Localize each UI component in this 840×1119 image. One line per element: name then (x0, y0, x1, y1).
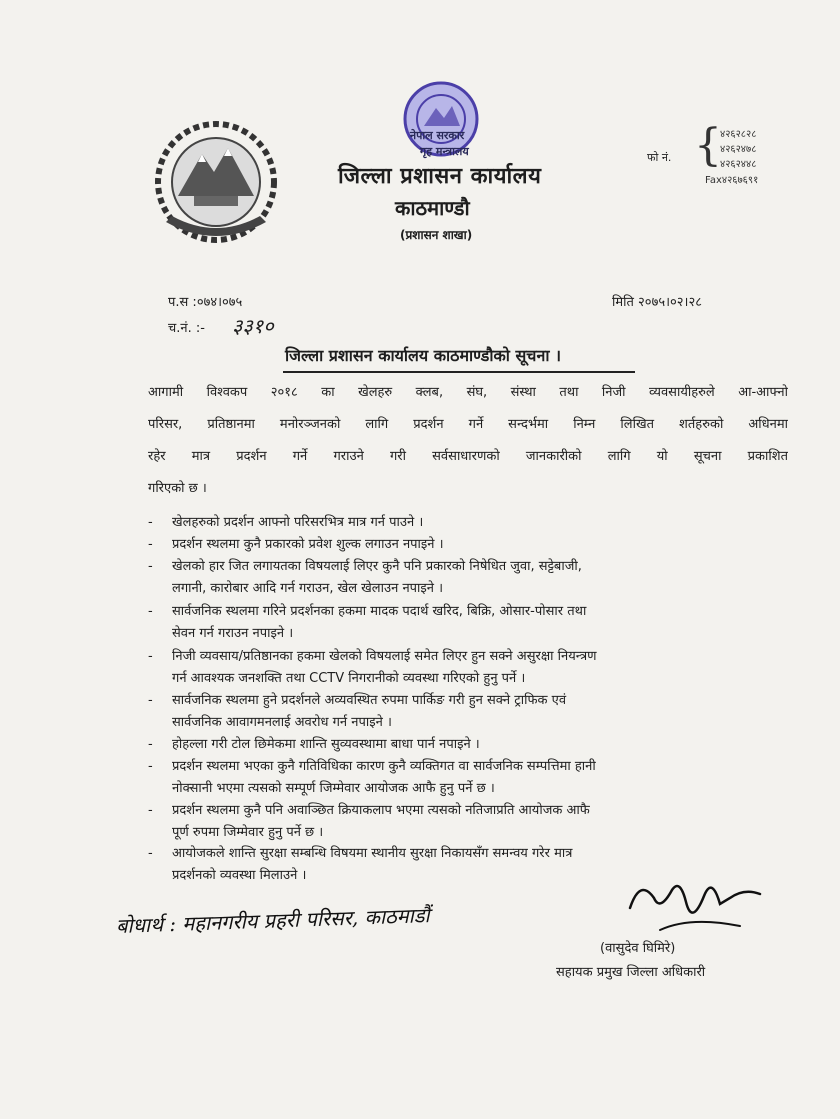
office-branch: (प्रशासन शाखा) (400, 228, 473, 242)
signer-name: (वासुदेव घिमिरे) (600, 941, 676, 956)
condition-item-cont: सार्वजनिक आवागमनलाई अवरोध गर्न नपाइने । (172, 715, 392, 730)
notice-date: मिति २०७५।०२।२८ (612, 295, 702, 310)
reference-ps: प.स :०७४।०७५ (168, 295, 243, 310)
reference-cn-label: च.नं. :- (168, 321, 205, 336)
condition-item: - खेलको हार जित लगायतका विषयलाई लिएर कुनै पनि प्रकारको निषेधित जुवा, सट्टेबाजी, (148, 559, 582, 574)
intro-line: आगामी विश्वकप २०१८ का खेलहरु क्लब, संघ, संस्था तथा निजी व्यवसायीहरुले आ-आफ्नो (148, 385, 788, 400)
condition-item: - प्रदर्शन स्थलमा कुनै प्रकारको प्रवेश शुल्क लगाउन नपाइने । (148, 537, 444, 552)
notice-title: जिल्ला प्रशासन कार्यालय काठमाण्डौको सूचना । (285, 346, 562, 365)
phone-number: ४२६२४४८ (720, 159, 757, 170)
condition-item: - प्रदर्शन स्थलमा कुनै पनि अवाञ्छित क्रियाकलाप भएमा त्यसको नतिजाप्रति आयोजक आफै (148, 803, 590, 818)
condition-item-cont: प्रदर्शनको व्यवस्था मिलाउने । (172, 868, 307, 883)
condition-item-cont: सेवन गर्न गराउन नपाइने । (172, 626, 294, 641)
condition-item: - सार्वजनिक स्थलमा हुने प्रदर्शनले अव्यवस्थित रुपमा पार्किङ गरी हुन सक्ने ट्राफिक एवं (148, 693, 567, 708)
signer-title: सहायक प्रमुख जिल्ला अधिकारी (556, 965, 706, 980)
condition-item: - प्रदर्शन स्थलमा भएका कुनै गतिविधिका कारण कुनै व्यक्तिगत वा सार्वजनिक सम्पत्तिमा हानी (148, 759, 596, 774)
intro-line: परिसर, प्रतिष्ठानमा मनोरञ्जनको लागि प्रदर्शन गर्ने सन्दर्भमा निम्न लिखित शर्तहरुको अधिनमा (148, 417, 788, 432)
condition-item: - सार्वजनिक स्थलमा गरिने प्रदर्शनका हकमा मादक पदार्थ खरिद, बिक्रि, ओसार-पोसार तथा (148, 604, 587, 619)
condition-item: - खेलहरुको प्रदर्शन आफ्नो परिसरभित्र मात्र गर्न पाउने । (148, 515, 424, 530)
stamp-line-ministry: गृह मन्त्रालय (420, 145, 469, 158)
handwritten-cc-note: बोधार्थ : महानगरीय प्रहरी परिसर, काठमाडौं (115, 903, 431, 938)
phone-brace: { (694, 120, 722, 171)
intro-line: रहेर मात्र प्रदर्शन गर्ने गराउने गरी सर्वसाधारणको जानकारीको लागि यो सूचना प्रकाशित (148, 449, 788, 464)
condition-item: - निजी व्यवसाय/प्रतिष्ठानका हकमा खेलको विषयलाई समेत लिएर हुन सक्ने असुरक्षा नियन्त्रण (148, 649, 597, 664)
office-city: काठमाण्डौ (395, 196, 470, 220)
signature-icon (620, 868, 770, 948)
reference-cn-number: ३३१० (232, 314, 274, 338)
condition-item-cont: पूर्ण रुपमा जिम्मेवार हुनु पर्ने छ । (172, 825, 324, 840)
phone-label: फो नं. (647, 151, 672, 164)
intro-line: गरिएको छ । (148, 481, 207, 496)
phone-number: ४२६२४७८ (720, 144, 757, 155)
condition-item-cont: लगानी, कारोबार आदि गर्न गराउन, खेल खेलाउन नपाइने । (172, 581, 444, 596)
phone-number: ४२६२८२८ (720, 129, 757, 140)
condition-item: - होहल्ला गरी टोल छिमेकमा शान्ति सुव्यवस्थामा बाधा पार्न नपाइने । (148, 737, 480, 752)
nepal-emblem-icon (150, 118, 282, 250)
condition-item: - आयोजकले शान्ति सुरक्षा सम्बन्धि विषयमा स्थानीय सुरक्षा निकायसँग समन्वय गरेर मात्र (148, 846, 573, 861)
condition-item-cont: नोक्सानी भएमा त्यसको सम्पूर्ण जिम्मेवार आयोजक आफै हुनु पर्ने छ । (172, 781, 495, 796)
title-underline (283, 371, 635, 373)
office-name: जिल्ला प्रशासन कार्यालय (338, 164, 542, 189)
fax-number: Fax४२६७६९१ (705, 175, 759, 186)
condition-item-cont: गर्न आवश्यक जनशक्ति तथा CCTV निगरानीको व्यवस्था गरिएको हुनु पर्ने । (172, 671, 526, 686)
stamp-line-government: नेपाल सरकार (410, 129, 465, 142)
